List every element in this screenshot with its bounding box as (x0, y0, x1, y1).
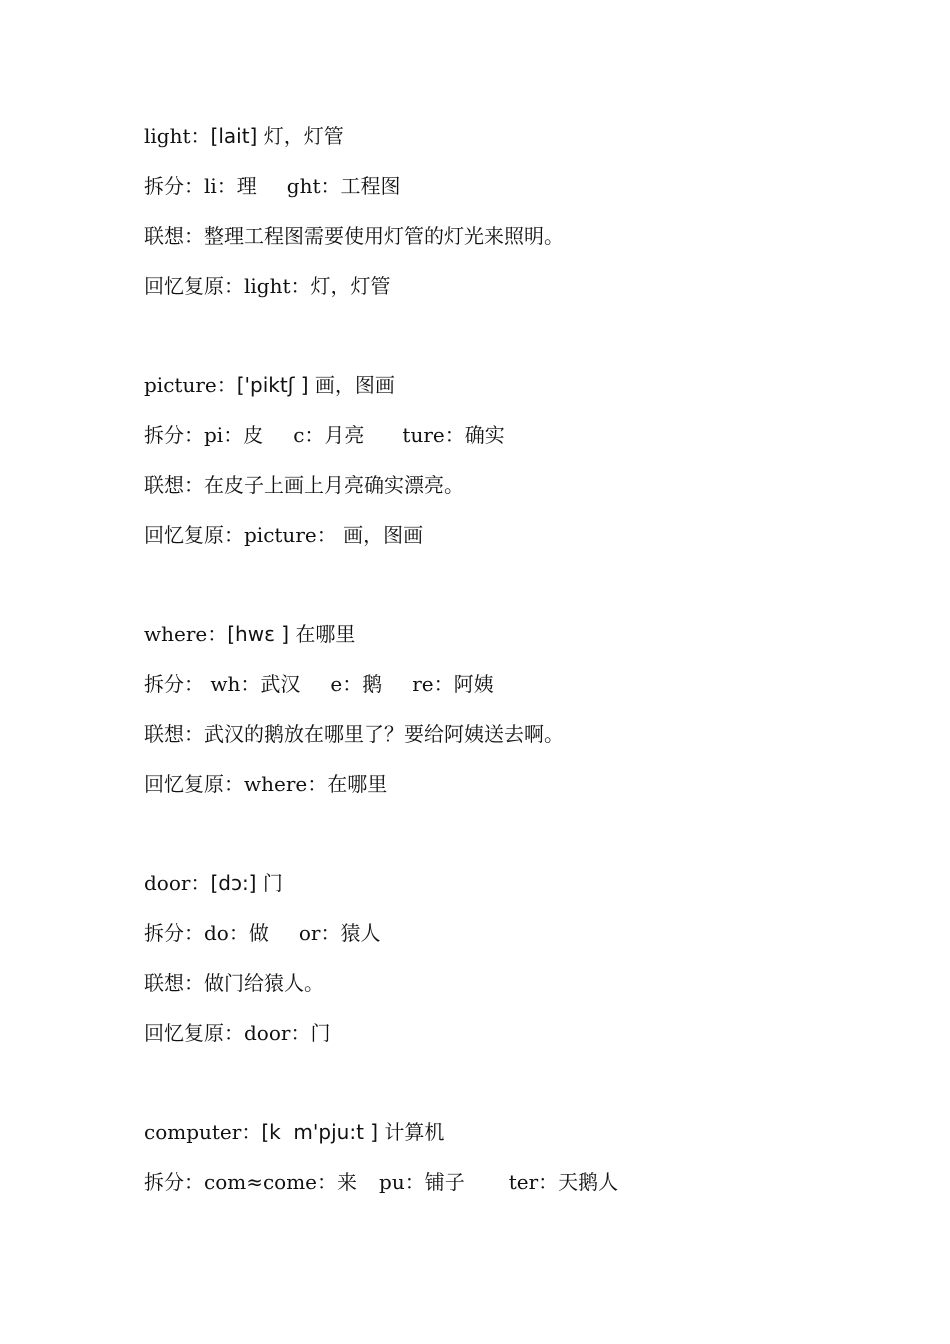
phonetic: [lait] (210, 124, 258, 148)
split-label: 拆分： (144, 1170, 204, 1194)
split-line (144, 915, 904, 965)
meaning: 灯，灯管 (257, 124, 344, 148)
split-label: 拆分： (144, 423, 204, 447)
word-entry-door (144, 865, 904, 1065)
headword-line (144, 1114, 904, 1164)
meaning: 在哪里 (289, 622, 356, 646)
split-label: 拆分： (144, 174, 204, 198)
split-line (144, 417, 904, 467)
split-part: do：做 (204, 921, 269, 945)
split-part: pi：皮 (204, 423, 264, 447)
headword: light： (144, 124, 211, 148)
meaning: 画，图画 (308, 373, 395, 397)
association-line: 联想：武汉的鹅放在哪里了？要给阿姨送去啊。 (144, 722, 564, 746)
split-label: 拆分： (144, 672, 211, 696)
meaning: 计算机 (378, 1120, 445, 1144)
split-part: li：理 (204, 174, 257, 198)
headword-line (144, 616, 904, 666)
recall-line: 回忆复原：door：门 (144, 1021, 331, 1045)
recall-line: 回忆复原：light：灯，灯管 (144, 274, 391, 298)
phonetic: ['piktʃ ] (236, 373, 309, 397)
phonetic: [k m'pju:t ] (261, 1120, 379, 1144)
split-line (144, 168, 904, 218)
meaning: 门 (256, 871, 283, 895)
split-part: re：阿姨 (412, 672, 494, 696)
word-entry-picture (144, 367, 904, 567)
split-part: ter：天鹅人 (508, 1170, 619, 1194)
word-entry-computer (144, 1114, 904, 1214)
association-line: 联想：做门给猿人。 (144, 971, 324, 995)
split-part: com≈come：来 (204, 1170, 358, 1194)
split-part: pu：铺子 (379, 1170, 465, 1194)
split-part: ture：确实 (402, 423, 505, 447)
split-part: or：猿人 (298, 921, 381, 945)
split-part: ght：工程图 (286, 174, 401, 198)
association-line: 联想：整理工程图需要使用灯管的灯光来照明。 (144, 224, 564, 248)
headword-line (144, 118, 904, 168)
word-entry-where (144, 616, 904, 816)
split-part: c：月亮 (293, 423, 365, 447)
word-entry-light (144, 118, 904, 318)
split-part: e：鹅 (330, 672, 383, 696)
phonetic: [hwɛ ] (227, 622, 290, 646)
association-line: 联想：在皮子上画上月亮确实漂亮。 (144, 473, 464, 497)
headword: computer： (144, 1120, 262, 1144)
split-label: 拆分： (144, 921, 204, 945)
headword: picture： (144, 373, 237, 397)
headword-line (144, 865, 904, 915)
recall-line: 回忆复原：picture： 画，图画 (144, 523, 424, 547)
headword-line (144, 367, 904, 417)
recall-line: 回忆复原：where：在哪里 (144, 772, 388, 796)
split-line (144, 1164, 904, 1214)
headword: where： (144, 622, 228, 646)
document-page (144, 118, 904, 1263)
split-part: wh：武汉 (210, 672, 301, 696)
headword: door： (144, 871, 211, 895)
split-line (144, 666, 904, 716)
phonetic: [dɔ:] (210, 871, 257, 895)
